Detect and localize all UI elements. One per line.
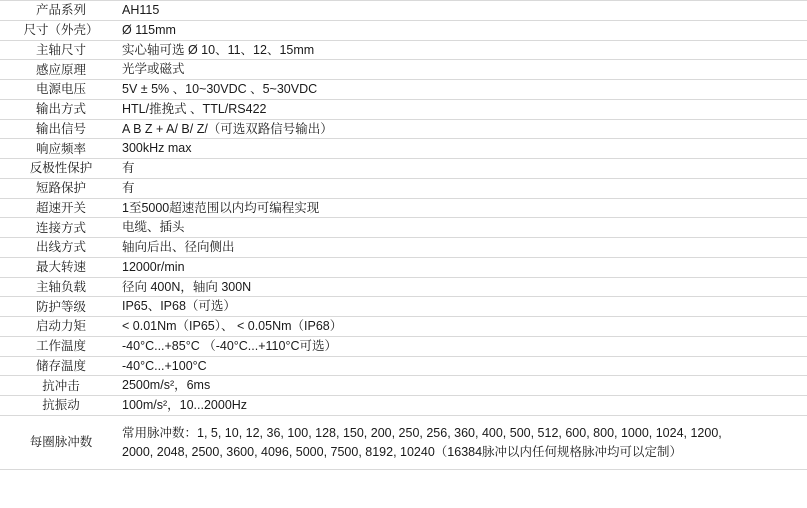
row-value — [122, 119, 807, 139]
row-value — [122, 415, 807, 470]
row-value-line: 电缆、插头 — [122, 220, 185, 235]
row-label: 反极性保护 — [0, 159, 122, 179]
row-label: 启动力矩 — [0, 317, 122, 337]
row-value-line: 轴向后出、径向侧出 — [122, 240, 235, 254]
row-label: 防护等级 — [0, 297, 122, 317]
row-value-line: 5V ± 5% 、10~30VDC 、5~30VDC — [122, 82, 318, 96]
row-value-line: IP65、IP68（可选） — [122, 299, 236, 314]
table-row — [0, 139, 807, 159]
row-value — [122, 277, 807, 297]
row-label: 响应频率 — [0, 139, 122, 159]
row-value — [122, 238, 807, 258]
table-row — [0, 317, 807, 337]
row-label: 超速开关 — [0, 198, 122, 218]
row-value — [122, 20, 807, 40]
table-row — [0, 99, 807, 119]
row-label: 连接方式 — [0, 218, 122, 238]
row-label: 最大转速 — [0, 257, 122, 277]
table-row — [0, 336, 807, 356]
table-row — [0, 159, 807, 179]
table-row — [0, 238, 807, 258]
table-row — [0, 297, 807, 317]
row-label: 抗冲击 — [0, 376, 122, 396]
table-row — [0, 277, 807, 297]
row-value-line: 1至5000超速范围以内均可编程实现 — [122, 200, 320, 215]
table-row — [0, 257, 807, 277]
row-label: 主轴尺寸 — [0, 40, 122, 60]
row-value — [122, 178, 807, 198]
specification-table-body — [0, 1, 807, 470]
row-value — [122, 396, 807, 416]
row-value — [122, 60, 807, 80]
row-value-line: 常用脉冲数：1, 5, 10, 12, 36, 100, 128, 150, 200, 250, 256, 360, 400, 500, 512, 600, 800, 1000, 1024, 1200, — [122, 425, 722, 440]
row-label: 感应原理 — [0, 60, 122, 80]
row-value-line: -40°C...+100°C — [122, 358, 207, 373]
row-value — [122, 356, 807, 376]
row-value-line: < 0.01Nm（IP65）、 < 0.05Nm（IP68） — [122, 319, 343, 333]
row-value — [122, 336, 807, 356]
row-value-line: 2000, 2048, 2500, 3600, 4096, 5000, 7500, 8192, 10240（16384脉冲以内任何规格脉冲均可以定制） — [122, 444, 683, 459]
table-row — [0, 1, 807, 21]
row-label: 短路保护 — [0, 178, 122, 198]
row-value-line: 12000r/min — [122, 259, 185, 274]
table-row — [0, 60, 807, 80]
table-row — [0, 178, 807, 198]
table-row — [0, 356, 807, 376]
row-value — [122, 159, 807, 179]
row-value — [122, 376, 807, 396]
row-value-line: HTL/推挽式 、TTL/RS422 — [122, 101, 267, 116]
row-label: 每圈脉冲数 — [0, 415, 122, 470]
table-row — [0, 40, 807, 60]
row-label: 产品系列 — [0, 1, 122, 21]
table-row — [0, 415, 807, 470]
row-value-line: 2500m/s²，6ms — [122, 378, 211, 393]
row-value-line: AH115 — [122, 3, 160, 17]
table-row — [0, 80, 807, 100]
row-value — [122, 80, 807, 100]
row-label: 工作温度 — [0, 336, 122, 356]
row-label: 主轴负载 — [0, 277, 122, 297]
table-row — [0, 198, 807, 218]
row-value-line: 300kHz max — [122, 141, 192, 156]
row-label: 出线方式 — [0, 238, 122, 258]
row-label: 输出方式 — [0, 99, 122, 119]
row-value — [122, 139, 807, 159]
row-value — [122, 297, 807, 317]
row-value — [122, 40, 807, 60]
row-value-line: 径向 400N，轴向 300N — [122, 279, 252, 294]
row-value — [122, 317, 807, 337]
row-value — [122, 218, 807, 238]
row-value-line: Ø 115mm — [122, 22, 176, 37]
table-row — [0, 119, 807, 139]
table-row — [0, 376, 807, 396]
row-value-line: 实心轴可选 Ø 10、11、12、15mm — [122, 42, 315, 57]
row-value-line: -40°C...+85°C （-40°C...+110°C可选） — [122, 338, 337, 353]
row-value-line: 有 — [122, 161, 135, 175]
table-row — [0, 396, 807, 416]
row-label: 储存温度 — [0, 356, 122, 376]
table-row — [0, 20, 807, 40]
row-label: 尺寸（外壳） — [0, 20, 122, 40]
row-label: 输出信号 — [0, 119, 122, 139]
table-row — [0, 218, 807, 238]
row-value-line: 有 — [122, 180, 135, 195]
row-value-line: 100m/s²，10...2000Hz — [122, 398, 248, 412]
row-value — [122, 99, 807, 119]
row-label: 抗振动 — [0, 396, 122, 416]
row-value-line: A B Z + A/ B/ Z/（可选双路信号输出） — [122, 121, 333, 136]
row-value — [122, 198, 807, 218]
row-label: 电源电压 — [0, 80, 122, 100]
row-value — [122, 1, 807, 21]
row-value — [122, 257, 807, 277]
row-value-line: 光学或磁式 — [122, 62, 185, 77]
